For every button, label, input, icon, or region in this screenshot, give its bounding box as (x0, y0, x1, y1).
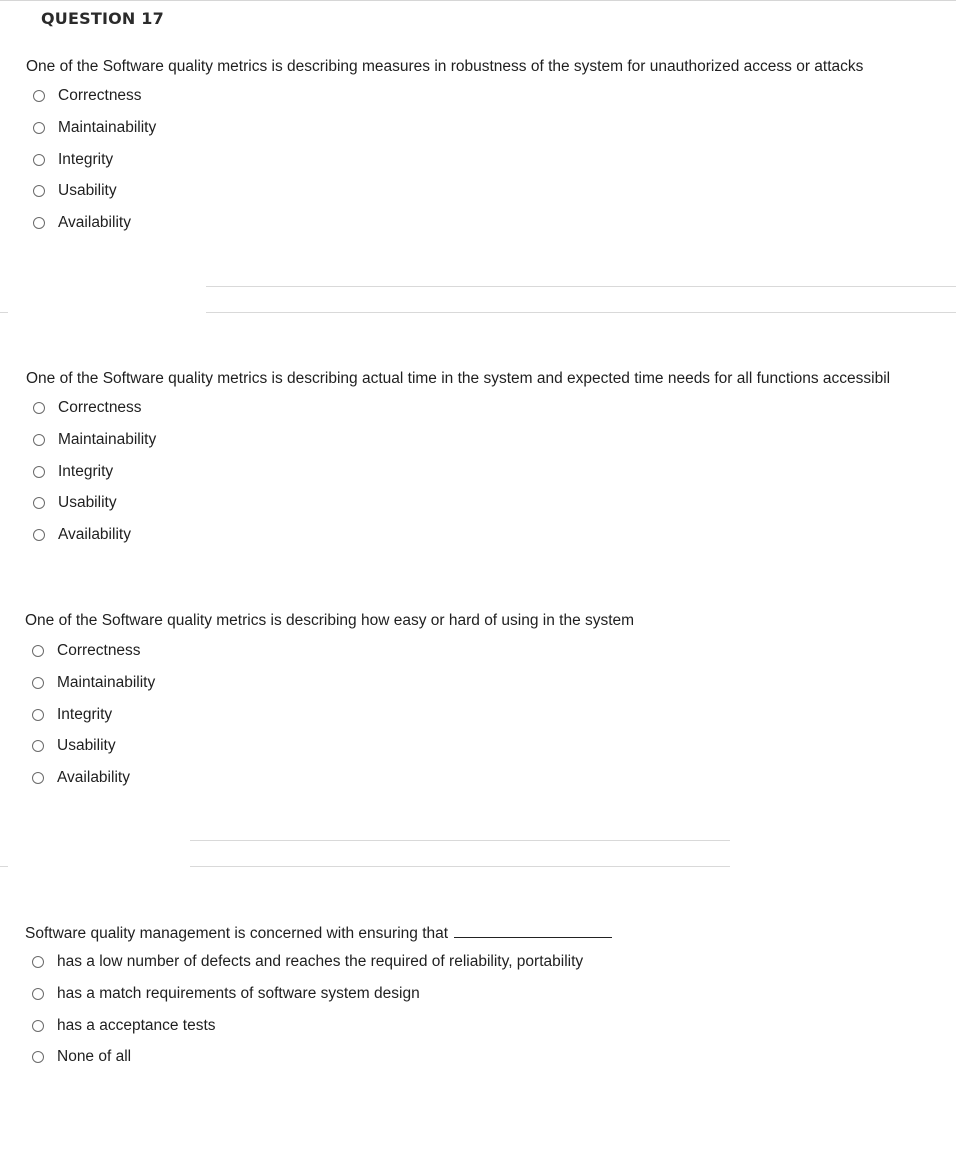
radio-button[interactable] (33, 434, 45, 446)
radio-button[interactable] (33, 529, 45, 541)
answer-option-label[interactable]: Correctness (57, 642, 141, 659)
answer-option-label[interactable]: Usability (58, 494, 117, 512)
question-text-content: Software quality management is concerned with ensuring that (25, 925, 449, 942)
answer-option-label[interactable]: Correctness (58, 399, 142, 416)
answer-options (32, 642, 155, 801)
answer-option[interactable] (32, 953, 583, 985)
radio-button[interactable] (32, 988, 44, 1000)
answer-option-label[interactable]: Availability (58, 214, 131, 232)
section-divider (190, 866, 730, 867)
answer-option-label[interactable]: has a match requirements of software system design (57, 984, 420, 1002)
answer-option-label[interactable]: Maintainability (58, 430, 157, 448)
answer-option-label[interactable]: Usability (57, 737, 116, 755)
radio-button[interactable] (32, 1051, 44, 1063)
answer-option-label[interactable]: Availability (57, 769, 130, 787)
answer-option[interactable] (33, 526, 156, 558)
radio-button[interactable] (33, 466, 45, 478)
answer-option[interactable] (33, 151, 156, 183)
radio-button[interactable] (33, 402, 45, 414)
answer-option[interactable] (32, 1048, 583, 1080)
answer-options (32, 953, 583, 1080)
answer-option-label[interactable]: Integrity (57, 705, 113, 723)
answer-option[interactable] (33, 399, 156, 431)
answer-option[interactable] (32, 737, 155, 769)
radio-button[interactable] (32, 645, 44, 657)
answer-option-label[interactable]: Correctness (58, 87, 142, 104)
radio-button[interactable] (32, 709, 44, 721)
answer-option[interactable] (33, 463, 156, 495)
answer-option[interactable] (33, 214, 156, 246)
answer-option-label[interactable]: Maintainability (58, 118, 157, 136)
top-divider (0, 0, 956, 1)
answer-option[interactable] (33, 431, 156, 463)
answer-option[interactable] (32, 642, 155, 674)
section-divider-tick (0, 866, 8, 867)
answer-option-label[interactable]: None of all (57, 1048, 132, 1066)
answer-option[interactable] (33, 87, 156, 119)
section-divider-tick (0, 312, 8, 313)
answer-option-label[interactable]: Integrity (58, 150, 114, 168)
radio-button[interactable] (32, 956, 44, 968)
answer-option[interactable] (32, 769, 155, 801)
answer-option[interactable] (32, 706, 155, 738)
section-divider (190, 840, 730, 841)
section-divider (206, 312, 956, 313)
question-text: One of the Software quality metrics is describing measures in robustness of the system for unauthorized access or attacks (26, 58, 864, 75)
answer-option[interactable] (33, 182, 156, 214)
answer-options (33, 87, 156, 246)
question-text: One of the Software quality metrics is describing how easy or hard of using in the system (25, 612, 635, 629)
radio-button[interactable] (32, 1020, 44, 1032)
section-divider (206, 286, 956, 287)
answer-option[interactable] (32, 1017, 583, 1049)
question-text (25, 923, 612, 944)
radio-button[interactable] (32, 677, 44, 689)
radio-button[interactable] (32, 740, 44, 752)
answer-option[interactable] (33, 494, 156, 526)
answer-option[interactable] (32, 985, 583, 1017)
fill-in-blank (454, 923, 612, 938)
answer-option[interactable] (33, 119, 156, 151)
radio-button[interactable] (33, 217, 45, 229)
radio-button[interactable] (33, 497, 45, 509)
answer-option[interactable] (32, 674, 155, 706)
radio-button[interactable] (32, 772, 44, 784)
radio-button[interactable] (33, 154, 45, 166)
radio-button[interactable] (33, 122, 45, 134)
answer-option-label[interactable]: has a acceptance tests (57, 1016, 216, 1034)
answer-options (33, 399, 156, 558)
answer-option-label[interactable]: Maintainability (57, 673, 156, 691)
answer-option-label[interactable]: Integrity (58, 462, 114, 480)
answer-option-label[interactable]: Availability (58, 526, 131, 544)
answer-option-label[interactable]: Usability (58, 182, 117, 200)
answer-option-label[interactable]: has a low number of defects and reaches the required of reliability, portability (57, 953, 584, 970)
radio-button[interactable] (33, 185, 45, 197)
question-text: One of the Software quality metrics is describing actual time in the system and expected time needs for all functions accessibil (26, 370, 891, 387)
radio-button[interactable] (33, 90, 45, 102)
question-heading: QUESTION 17 (41, 9, 164, 28)
